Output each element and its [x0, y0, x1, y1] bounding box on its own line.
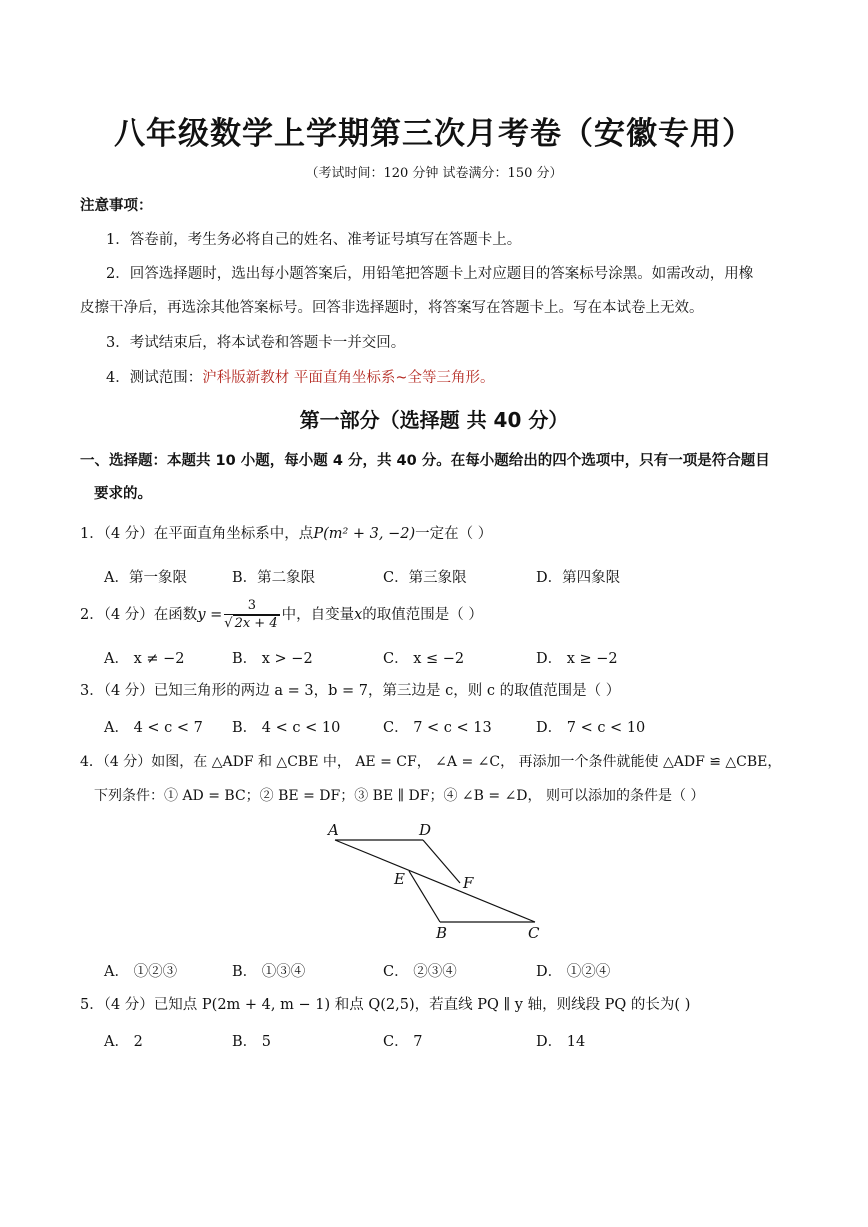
q2-lhs: y = [197, 607, 223, 623]
q2-denominator: √ 2x + 4 [224, 615, 278, 631]
q2-prefix: 2．（4 分）在函数 [80, 607, 198, 623]
q4-option-b: B． ①③④ [232, 964, 306, 980]
label-c: C [528, 924, 540, 942]
question-5: 5．（4 分）已知点 P(2m + 4, m − 1) 和点 Q(2,5)，若直线 PQ ∥ y 轴，则线段 PQ 的长为( ) [80, 997, 691, 1013]
q3-option-d: D． 7 < c < 10 [536, 720, 646, 736]
q4-option-c: C． ②③④ [383, 964, 457, 980]
q2-variable: x [354, 607, 363, 623]
segment-eb [409, 871, 440, 922]
section-instruction-line1: 一、选择题：本题共 10 小题，每小题 4 分，共 40 分。在每小题给出的四个选项中，只有一项是符合题目 [80, 453, 770, 469]
q1-prefix: 1．（4 分）在平面直角坐标系中，点 [80, 526, 314, 542]
label-f: F [463, 874, 474, 892]
label-e: E [394, 870, 405, 888]
label-d: D [419, 821, 432, 839]
question-2 [80, 594, 483, 636]
question-3: 3．（4 分）已知三角形的两边 a = 3，b = 7，第三边是 c，则 c 的取值范围是（ ） [80, 683, 621, 699]
notice-item-4 [106, 368, 495, 388]
q5-option-a: A． 2 [104, 1034, 143, 1050]
q4-option-a: A． ①②③ [104, 964, 178, 980]
label-b: B [436, 924, 448, 942]
question-1 [80, 524, 492, 544]
notice-item-2-line2: 皮擦干净后，再选涂其他答案标号。回答非选择题时，将答案写在答题卡上。写在本试卷上无效。 [80, 300, 704, 316]
segment-ac [335, 840, 535, 922]
q1-option-c: C．第三象限 [383, 570, 467, 586]
q2-option-d: D． x ≥ −2 [536, 651, 618, 667]
section-title: 第一部分（选择题 共 40 分） [299, 408, 569, 432]
notice-item-3: 3．考试结束后，将本试卷和答题卡一并交回。 [106, 335, 406, 351]
q2-numerator: 3 [224, 598, 279, 615]
q3-option-a: A． 4 < c < 7 [104, 720, 203, 736]
q2-suffix: 中，自变量 [281, 607, 355, 623]
q1-option-a: A．第一象限 [104, 570, 187, 586]
notice-item-2-line1: 2．回答选择题时，选出每小题答案后，用铅笔把答题卡上对应题目的答案标号涂黑。如需改动，用橡 [106, 266, 754, 282]
exam-title: 八年级数学上学期第三次月考卷（安徽专用） [114, 116, 754, 152]
q4-option-d: D． ①②④ [536, 964, 611, 980]
q1-suffix: 一定在（ ） [415, 526, 493, 542]
test-range-text: 沪科版新教材 平面直角坐标系~全等三角形。 [202, 370, 495, 386]
q3-option-b: B． 4 < c < 10 [232, 720, 341, 736]
q5-option-c: C． 7 [383, 1034, 423, 1050]
q2-option-a: A． x ≠ −2 [104, 651, 185, 667]
q2-fraction [224, 598, 279, 633]
notice-item-1: 1．答卷前，考生务必将自己的姓名、准考证号填写在答题卡上。 [106, 232, 522, 248]
section-instruction-line2: 要求的。 [94, 486, 152, 502]
q1-math: P(m² + 3, −2) [313, 526, 416, 542]
question-4-line1: 4．（4 分）如图，在 △ADF 和 △CBE 中， AE = CF， ∠A = ∠C， 再添加一个条件就能使 △ADF ≌ △CBE， [80, 754, 782, 770]
q4-figure [320, 818, 550, 943]
q1-option-d: D．第四象限 [536, 570, 621, 586]
q2-suffix2: 的取值范围是（ ） [362, 607, 483, 623]
q2-option-b: B． x > −2 [232, 651, 313, 667]
notice-heading: 注意事项： [80, 198, 153, 214]
question-4-line2: 下列条件：① AD = BC；② BE = DF；③ BE ∥ DF；④ ∠B = ∠D， 则可以添加的条件是（ ） [94, 788, 705, 804]
q2-option-c: C． x ≤ −2 [383, 651, 465, 667]
exam-subtitle: （考试时间：120 分钟 试卷满分：150 分） [305, 166, 563, 181]
notice-item-4-prefix: 4．测试范围： [106, 370, 203, 386]
q2-radicand: 2x + 4 [234, 615, 278, 631]
q5-option-b: B． 5 [232, 1034, 271, 1050]
q1-option-b: B．第二象限 [232, 570, 316, 586]
label-a: A [328, 821, 339, 839]
q3-option-c: C． 7 < c < 13 [383, 720, 492, 736]
segment-df [423, 840, 460, 883]
q5-option-d: D． 14 [536, 1034, 586, 1050]
